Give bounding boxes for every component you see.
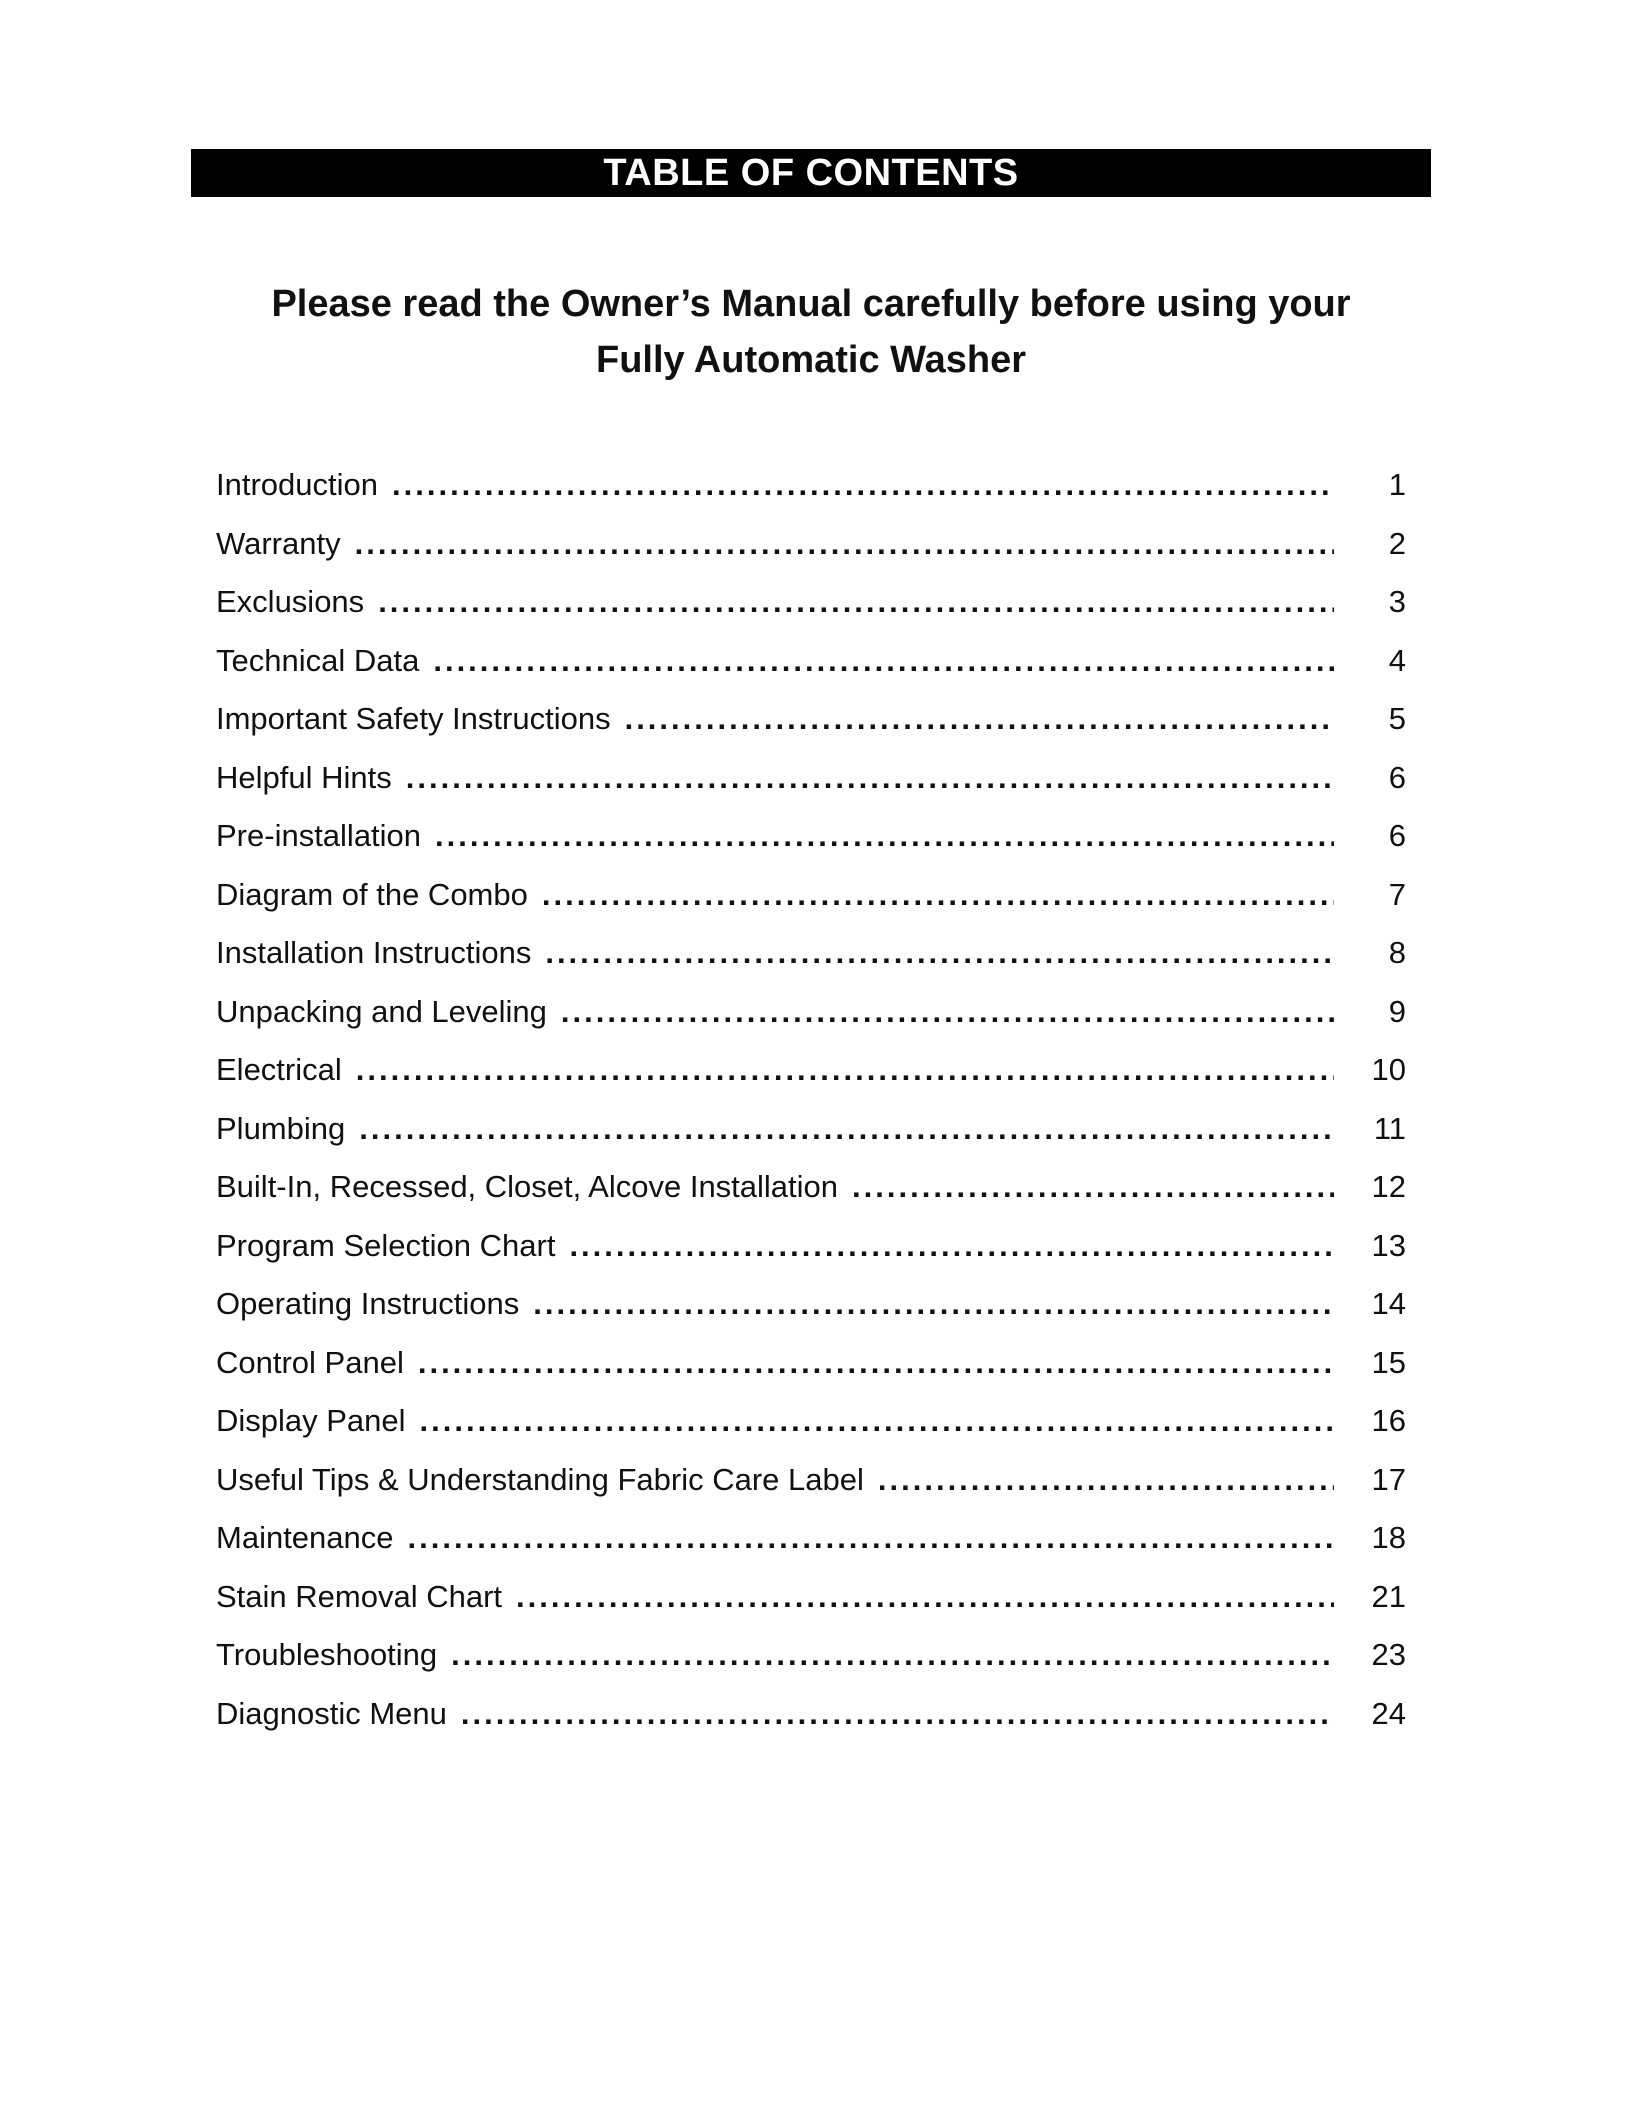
toc-list	[216, 456, 1406, 1743]
toc-entry[interactable]	[216, 1568, 1406, 1627]
toc-entry-page-number: 7	[1388, 876, 1406, 912]
toc-entry-title: Pre-installation	[216, 818, 422, 853]
toc-entry[interactable]	[216, 1275, 1406, 1334]
toc-entry-page-number: 21	[1371, 1578, 1406, 1614]
dot-leader	[408, 1509, 1334, 1568]
toc-entry[interactable]	[216, 866, 1406, 925]
toc-entry-page-number: 4	[1388, 642, 1406, 678]
toc-entry-title: Plumbing	[216, 1110, 346, 1146]
toc-entry-page-number: 17	[1371, 1461, 1406, 1497]
toc-entry[interactable]	[216, 1392, 1406, 1451]
dot-leader	[356, 1041, 1334, 1100]
toc-entry[interactable]	[216, 1509, 1406, 1568]
toc-entry-page-number: 3	[1388, 584, 1406, 619]
toc-entry-page-number: 1	[1388, 467, 1406, 502]
toc-entry-page-number: 23	[1371, 1637, 1406, 1672]
toc-entry[interactable]	[216, 632, 1406, 691]
dot-leader	[435, 807, 1334, 866]
dot-leader	[461, 1685, 1334, 1744]
dot-leader	[406, 749, 1334, 808]
toc-entry[interactable]	[216, 807, 1406, 866]
page-title: TABLE OF CONTENTS	[603, 151, 1019, 194]
toc-entry[interactable]	[216, 1100, 1406, 1159]
toc-entry-page-number: 18	[1371, 1520, 1406, 1555]
dot-leader	[451, 1626, 1334, 1685]
toc-entry-page-number: 6	[1388, 759, 1406, 795]
toc-entry[interactable]	[216, 1626, 1406, 1685]
toc-entry[interactable]	[216, 690, 1406, 749]
dot-leader	[852, 1158, 1334, 1217]
toc-entry-title: Operating Instructions	[216, 1286, 520, 1321]
toc-entry-title: Troubleshooting	[216, 1637, 438, 1672]
toc-entry-page-number: 24	[1371, 1695, 1406, 1731]
toc-entry-page-number: 10	[1371, 1052, 1406, 1087]
dot-leader	[392, 456, 1334, 515]
toc-entry-title: Program Selection Chart	[216, 1227, 556, 1263]
toc-entry[interactable]	[216, 573, 1406, 632]
toc-entry[interactable]	[216, 983, 1406, 1042]
toc-entry-title: Display Panel	[216, 1403, 406, 1438]
toc-entry[interactable]	[216, 1041, 1406, 1100]
toc-entry-title: Warranty	[216, 525, 341, 561]
toc-entry-title: Maintenance	[216, 1520, 394, 1555]
toc-entry-page-number: 6	[1388, 818, 1406, 853]
dot-leader	[561, 983, 1334, 1042]
toc-entry[interactable]	[216, 1685, 1406, 1744]
toc-entry[interactable]	[216, 456, 1406, 515]
toc-entry-title: Useful Tips & Understanding Fabric Care Label	[216, 1461, 864, 1497]
dot-leader	[433, 632, 1334, 691]
toc-entry-title: Helpful Hints	[216, 759, 392, 795]
toc-entry[interactable]	[216, 924, 1406, 983]
toc-entry-title: Built-In, Recessed, Closet, Alcove Installation	[216, 1169, 839, 1204]
toc-entry-title: Diagnostic Menu	[216, 1695, 447, 1731]
toc-entry-title: Important Safety Instructions	[216, 701, 611, 736]
toc-entry[interactable]	[216, 1158, 1406, 1217]
intro-line-2: Fully Automatic Washer	[595, 339, 1027, 381]
intro-line-1: Please read the Owner’s Manual carefully before using your	[271, 283, 1351, 325]
toc-entry-title: Stain Removal Chart	[216, 1578, 503, 1614]
toc-entry[interactable]	[216, 1451, 1406, 1510]
toc-entry-page-number: 2	[1388, 525, 1406, 561]
dot-leader	[418, 1334, 1334, 1393]
dot-leader	[542, 866, 1334, 925]
dot-leader	[545, 924, 1334, 983]
dot-leader	[625, 690, 1334, 749]
toc-entry[interactable]	[216, 1334, 1406, 1393]
dot-leader	[533, 1275, 1334, 1334]
dot-leader	[355, 515, 1334, 574]
toc-entry[interactable]	[216, 515, 1406, 574]
toc-entry-title: Electrical	[216, 1052, 342, 1087]
toc-entry-page-number: 8	[1388, 935, 1406, 970]
toc-entry-title: Technical Data	[216, 642, 420, 678]
dot-leader	[359, 1100, 1334, 1159]
toc-entry-page-number: 16	[1371, 1403, 1406, 1438]
toc-entry-page-number: 9	[1388, 993, 1406, 1029]
toc-entry-page-number: 11	[1373, 1110, 1406, 1146]
toc-header-bar	[191, 149, 1431, 197]
toc-entry-page-number: 15	[1371, 1344, 1406, 1380]
toc-entry-title: Introduction	[216, 467, 378, 502]
toc-entry-title: Diagram of the Combo	[216, 876, 528, 912]
dot-leader	[878, 1451, 1334, 1510]
dot-leader	[516, 1568, 1334, 1627]
toc-entry-title: Installation Instructions	[216, 935, 532, 970]
toc-entry-page-number: 5	[1388, 701, 1406, 736]
toc-entry[interactable]	[216, 1217, 1406, 1276]
dot-leader	[378, 573, 1334, 632]
toc-entry[interactable]	[216, 749, 1406, 808]
toc-entry-title: Unpacking and Leveling	[216, 993, 547, 1029]
dot-leader	[420, 1392, 1334, 1451]
toc-entry-page-number: 13	[1371, 1227, 1406, 1263]
toc-entry-page-number: 14	[1371, 1286, 1406, 1321]
toc-entry-title: Exclusions	[216, 584, 365, 619]
intro-notice	[191, 276, 1431, 388]
dot-leader	[569, 1217, 1334, 1276]
toc-entry-page-number: 12	[1371, 1169, 1406, 1204]
toc-entry-title: Control Panel	[216, 1344, 404, 1380]
